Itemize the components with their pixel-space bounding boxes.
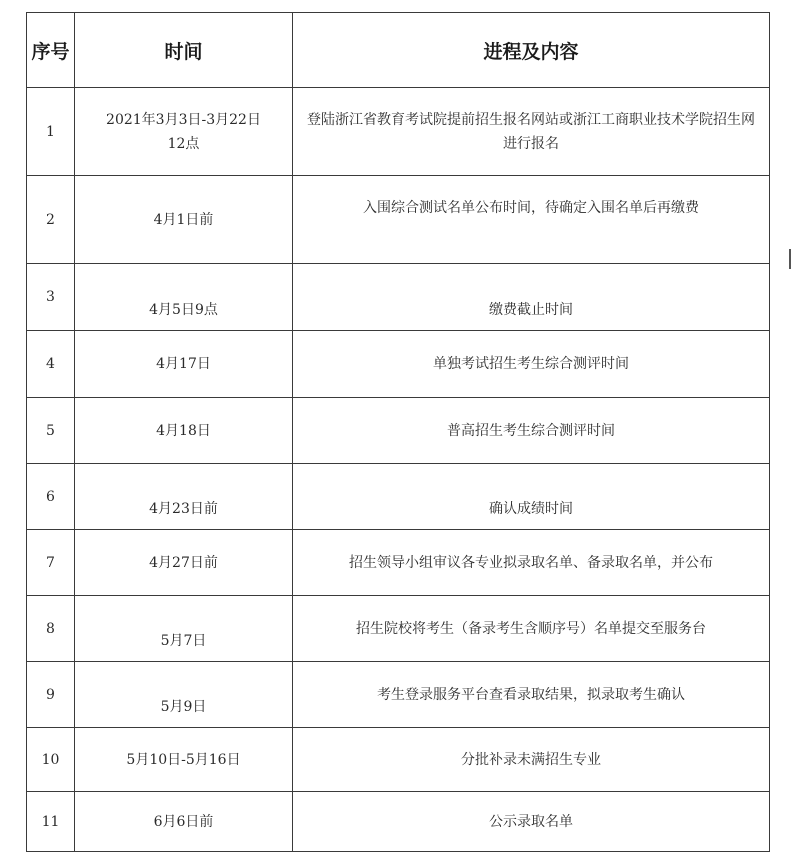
row-content: 考生登录服务平台查看录取结果，拟录取考生确认 [293, 662, 770, 728]
edge-mark [789, 249, 791, 269]
row-content: 登陆浙江省教育考试院提前招生报名网站或浙江工商职业技术学院招生网进行报名 [293, 88, 770, 176]
row-time: 4月17日 [75, 331, 293, 398]
row-content: 确认成绩时间 [293, 464, 770, 530]
row-content: 公示录取名单 [293, 792, 770, 852]
row-seq: 8 [27, 596, 75, 662]
row-time: 4月18日 [75, 398, 293, 464]
header-seq: 序号 [27, 13, 75, 88]
row-content: 普高招生考生综合测评时间 [293, 398, 770, 464]
row-content: 入围综合测试名单公布时间，待确定入围名单后再缴费 [293, 176, 770, 264]
row-time: 5月9日 [75, 662, 293, 728]
row-seq: 7 [27, 530, 75, 596]
row-time: 4月27日前 [75, 530, 293, 596]
row-content: 单独考试招生考生综合测评时间 [293, 331, 770, 398]
row-time: 4月1日前 [75, 176, 293, 264]
row-time: 4月5日9点 [75, 264, 293, 331]
table-row [27, 88, 770, 176]
header-content: 进程及内容 [293, 13, 770, 88]
table-row [27, 728, 770, 792]
table-row [27, 792, 770, 852]
row-time: 5月10日-5月16日 [75, 728, 293, 792]
row-seq: 10 [27, 728, 75, 792]
row-content: 招生院校将考生（备录考生含顺序号）名单提交至服务台 [293, 596, 770, 662]
row-seq: 3 [27, 264, 75, 331]
row-seq: 1 [27, 88, 75, 176]
row-content: 分批补录未满招生专业 [293, 728, 770, 792]
table-row [27, 331, 770, 398]
table-row [27, 596, 770, 662]
row-seq: 5 [27, 398, 75, 464]
row-seq: 9 [27, 662, 75, 728]
row-seq: 2 [27, 176, 75, 264]
admission-schedule-table [26, 12, 770, 852]
table-row [27, 464, 770, 530]
row-content: 招生领导小组审议各专业拟录取名单、备录取名单，并公布 [293, 530, 770, 596]
row-time: 5月7日 [75, 596, 293, 662]
table-header-row [27, 13, 770, 88]
row-seq: 6 [27, 464, 75, 530]
row-seq: 4 [27, 331, 75, 398]
row-seq: 11 [27, 792, 75, 852]
table-row [27, 662, 770, 728]
table-row [27, 398, 770, 464]
table-row [27, 530, 770, 596]
row-time: 4月23日前 [75, 464, 293, 530]
table-row [27, 264, 770, 331]
row-content: 缴费截止时间 [293, 264, 770, 331]
row-time: 6月6日前 [75, 792, 293, 852]
table-row [27, 176, 770, 264]
row-time: 2021年3月3日-3月22日12点 [75, 88, 293, 176]
header-time: 时间 [75, 13, 293, 88]
